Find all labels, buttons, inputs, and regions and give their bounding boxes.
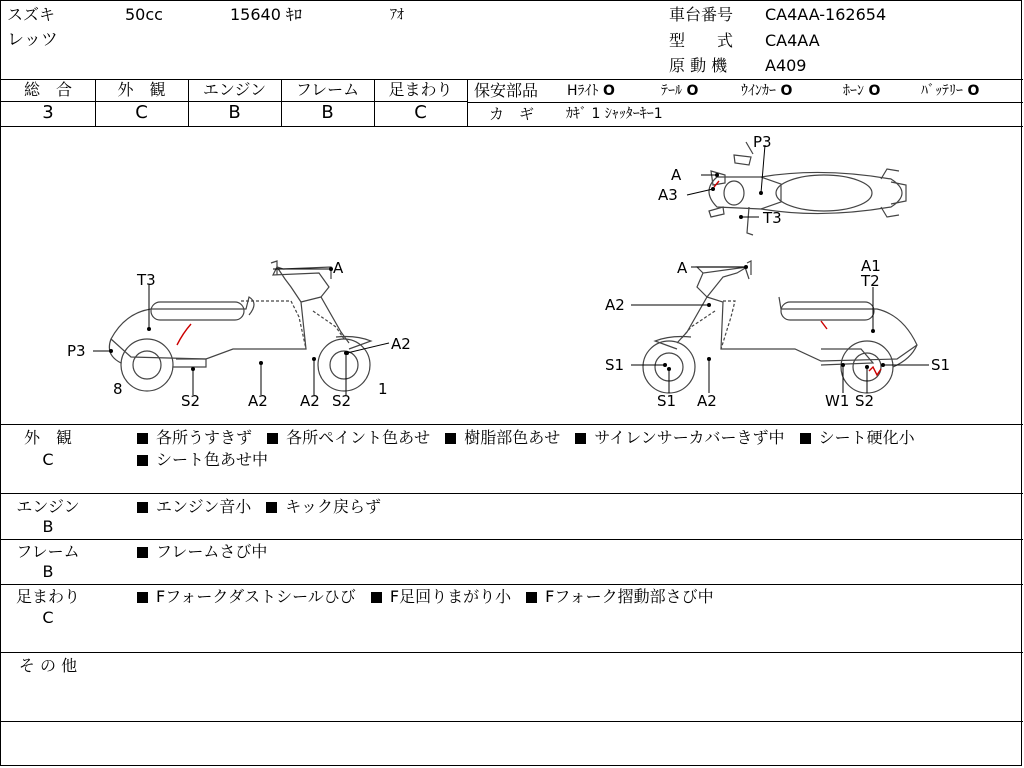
grade-total: 3 — [42, 102, 54, 123]
label-right-a2: A2 — [605, 296, 625, 314]
finding-category-exterior: 外 観 — [23, 428, 72, 447]
square-bullet-icon — [137, 455, 148, 466]
label-right-a2-b: A2 — [697, 392, 717, 410]
finding-grade-exterior: C — [42, 450, 54, 469]
square-bullet-icon — [371, 592, 382, 603]
label-top-a3: A3 — [658, 186, 678, 204]
label-right-s1-c: S1 — [931, 356, 951, 374]
finding-item: シート硬化小 — [800, 428, 915, 447]
finding-grade-frame: B — [42, 562, 54, 581]
finding-item: フレームさび中 — [137, 542, 267, 561]
square-bullet-icon — [266, 502, 277, 513]
model-code-label: 型 式 — [669, 31, 734, 50]
square-bullet-icon — [575, 433, 586, 444]
square-bullet-icon — [526, 592, 537, 603]
safety-label: 保安部品 — [474, 81, 539, 100]
model-code: CA4AA — [765, 31, 820, 50]
label-left-a: A — [333, 259, 344, 277]
square-bullet-icon — [800, 433, 811, 444]
grade-header-frame: フレーム — [295, 80, 360, 99]
finding-category-frame: フレーム — [16, 542, 80, 561]
square-bullet-icon — [267, 433, 278, 444]
label-right-w1: W1 — [825, 392, 850, 410]
label-left-a2-right: A2 — [391, 335, 411, 353]
square-bullet-icon — [137, 433, 148, 444]
finding-items-suspension — [137, 588, 724, 606]
safety-headlight: Hﾗｲﾄ O — [567, 83, 615, 99]
label-left-s2-b: S2 — [332, 392, 352, 410]
frame-no-label: 車台番号 — [669, 5, 734, 24]
maker: スズキ — [7, 5, 56, 24]
scooter-top-view — [709, 142, 906, 235]
finding-category-other: そ の 他 — [18, 656, 78, 675]
label-left-a2-b: A2 — [300, 392, 320, 410]
finding-item: エンジン音小 — [137, 497, 251, 516]
grade-frame: B — [321, 102, 334, 123]
finding-item: F足回りまがり小 — [371, 587, 511, 606]
damage-diagram — [1, 127, 1023, 423]
finding-item: 各所うすきず — [137, 428, 252, 447]
square-bullet-icon — [137, 502, 148, 513]
label-top-a: A — [671, 166, 682, 184]
grade-exterior: C — [135, 102, 148, 123]
safety-battery: ﾊﾞｯﾃﾘｰ O — [921, 83, 980, 99]
label-top-p3: P3 — [753, 133, 772, 151]
grade-engine: B — [228, 102, 241, 123]
finding-item: 各所ペイント色あせ — [267, 428, 430, 447]
label-left-t3: T3 — [137, 271, 156, 289]
label-right-s1: S1 — [605, 356, 625, 374]
label-right-s2: S2 — [855, 392, 875, 410]
square-bullet-icon — [445, 433, 456, 444]
displacement: 50cc — [125, 5, 163, 24]
label-top-t3: T3 — [763, 209, 782, 227]
label-right-s1-b: S1 — [657, 392, 677, 410]
label-left-1: 1 — [378, 380, 388, 398]
engine-label: 原 動 機 — [669, 56, 728, 75]
label-left-8: 8 — [113, 380, 123, 398]
label-right-t2: T2 — [861, 272, 880, 290]
finding-item: Fフォーク摺動部さび中 — [526, 587, 713, 606]
engine-code: A409 — [765, 56, 807, 75]
finding-item: シート色あせ中 — [137, 450, 268, 469]
finding-items-exterior-line2 — [137, 451, 278, 469]
finding-item: 樹脂部色あせ — [445, 428, 560, 447]
finding-item: Fフォークダストシールひび — [137, 587, 356, 606]
finding-grade-engine: B — [42, 517, 54, 536]
key-label: カ ギ — [489, 105, 535, 123]
safety-taillight: ﾃｰﾙ O — [661, 83, 699, 99]
label-right-a1: A1 — [861, 257, 881, 275]
finding-items-exterior-line1 — [137, 429, 925, 447]
finding-items-engine — [137, 498, 391, 516]
label-left-s2: S2 — [181, 392, 201, 410]
finding-category-engine: エンジン — [16, 497, 80, 516]
square-bullet-icon — [137, 547, 148, 558]
label-right-a: A — [677, 259, 688, 277]
grade-header-suspension: 足まわり — [388, 80, 453, 99]
key-value: ｶｷﾞ 1 ｼｬｯﾀｰｷｰ1 — [566, 106, 663, 122]
safety-winker: ｳｲﾝｶｰ O — [741, 83, 793, 99]
grade-suspension: C — [414, 102, 427, 123]
safety-horn: ﾎｰﾝ O — [843, 83, 881, 99]
finding-grade-suspension: C — [42, 608, 54, 627]
finding-items-frame — [137, 543, 277, 561]
color: ｱｵ — [390, 7, 404, 23]
model-name: レッツ — [7, 30, 58, 50]
label-left-p3: P3 — [67, 342, 86, 360]
finding-item: サイレンサーカバーきず中 — [575, 428, 784, 447]
grade-header-engine: エンジン — [202, 80, 267, 99]
grade-header-total: 総 合 — [23, 80, 72, 99]
grade-header-exterior: 外 観 — [117, 80, 166, 99]
finding-item: キック戻らず — [266, 497, 381, 516]
square-bullet-icon — [137, 592, 148, 603]
frame-no: CA4AA-162654 — [765, 5, 887, 24]
finding-category-suspension: 足まわり — [15, 587, 80, 606]
mileage: 15640 ｷﾛ — [230, 5, 302, 24]
label-left-a2: A2 — [248, 392, 268, 410]
